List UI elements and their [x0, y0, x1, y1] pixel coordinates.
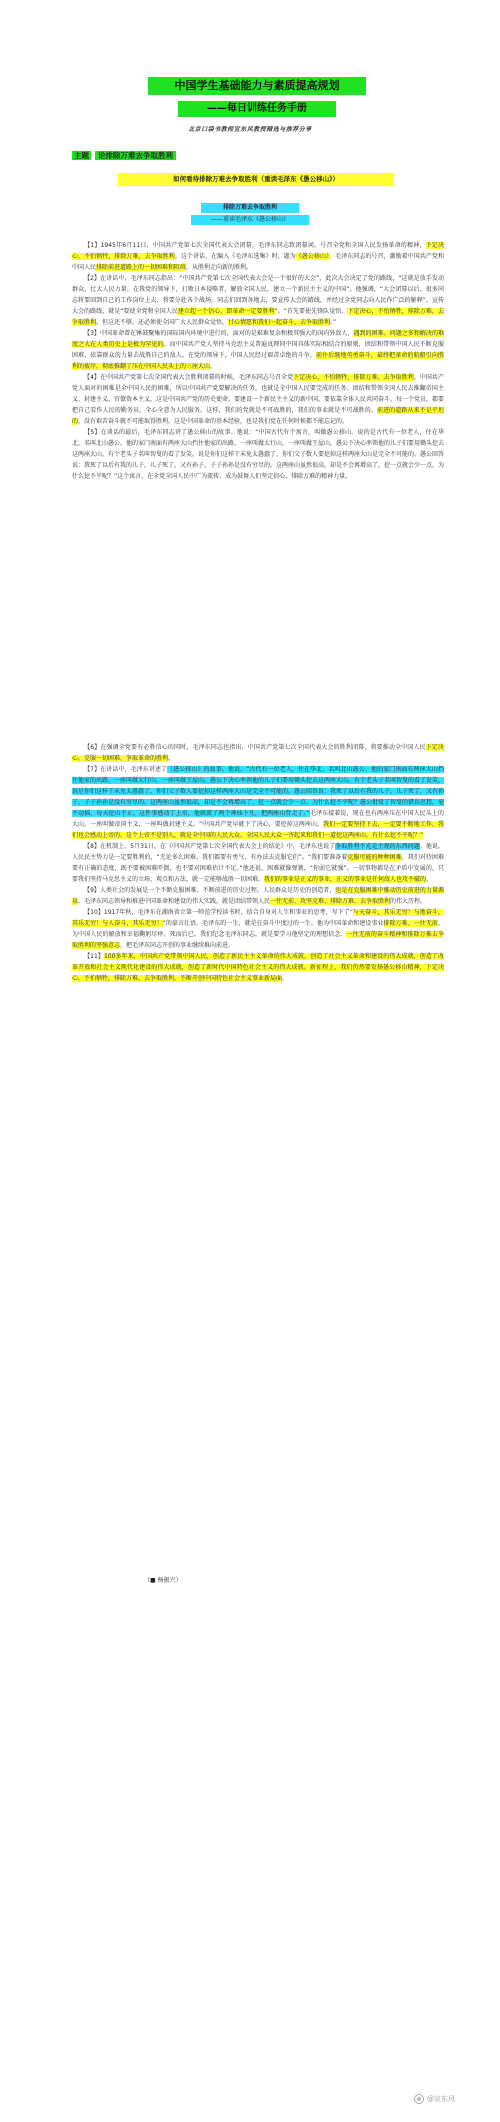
watermark-text: @宣东风 — [427, 2095, 455, 2103]
paragraph-8: 【8】在机制上，5月31日，在《中国共产党第七次全国代表大会上的结论》中，毛泽东也说了争取胜利不光是主观的东西问题。他说，人民民主势力是一定要胜利的，“无论多么困难，我们都要有勇气、有办法去克服它们”。“我们要准备着克服可能的种种困难，我们对待困难要有正确的态度，既不要被困难吓倒，也不要对困难估计不足。”他还说，困难就像弹簧，“你弱它就强”。一切事物都是在矛盾中发展的，只要我们坚持马克思主义的立场、观点和方法，就一定能够战胜一切困难。我们的事业是正义的事业，正义的事业是任何敌人也攻不破的。 — [72, 843, 444, 883]
paragraph-2: 【2】在讲话中，毛泽东同志指出：“中国共产党第七次全国代表大会是一个很好的大会”，此次大会决定了党的路线，“这就是放手发动群众，壮大人民力量，在我党的领导下，打败日本侵略者，解放全国人民，建立一个新民主主义的中国”。他强调，“大会闭幕以后，很多同志将要回到自己的工作岗位上去，将要分赴各个战场。同志们回到各地去，要宣传大会的路线，并经过全党同志向人民作广泛的解释”。宣传大会的路线，就是“要使全党和全国人民建立起一个信心，即革命一定要胜利”。“首先要使先锋队觉悟，下定决心，不怕牺牲，排除万难，去争取胜利。但这还不够，还必须使全国广大人民群众觉悟，甘心情愿和我们一起奋斗，去争取胜利。” — [72, 275, 444, 326]
paragraph-3: 【3】中国革命曾在锤鼓聚集的国际国内环境中进行的，面对的是艰难复杂和极其强大的国内外敌人，遇到的困难、问题之多和解决的难度之大在人类历史上是极为罕见的。而中国共产党人坚持马克思主义普遍真理同中国具体实际相结合的原则，团结和带领中国人民不断克服困难，依靠群众的力量去战胜自己的敌人。在党的领导下，中国人民经过艰苦卓绝的斗争，前仆后继地英勇奋斗，最终把革命的航船引向胜利的彼岸，彻底推翻了压在中国人民头上的三座大山。 — [72, 330, 444, 370]
weibo-logo-icon — [414, 2094, 424, 2104]
article-body-part1 — [72, 240, 444, 735]
document-subtitle: ——每日训练任务手册 — [178, 101, 336, 117]
paragraph-7: 【7】在讲话中，毛泽东讲述了《愚公移山》的故事。他说，“古代有一位老人，住在华北，名叫北山愚公。他的家门南面有两座大山挡住他家的出路，一座叫做太行山，一座叫做王屋山。愚公下决心率领他的儿子们要用锄头挖去这两座大山。有个老头子名叫智叟的看了发笑，说是你们这样干未免太愚蠢了，你们父子数人要挖掉这样两座大山是完全不可能的。愚公回答说：我死了以后有我的儿子，儿子死了，又有孙子，子子孙孙是没有穷尽的。这两座山虽然很高，却是不会再增高了，挖一点就会少一点，为什么挖不平呢？愚公批驳了智叟的错误思想，毫不动摇，每天挖山不止，这件事感动了上帝，他就派了两个神仙下凡，把两座山背走了。”毛泽东接着说，现在也有两座压在中国人民头上的大山，一座叫做帝国主义，一座叫做封建主义。“中国共产党早就下了决心，要挖掉这两座山。我们一定要坚持下去，一定要不断地工作，我们也会感动上帝的。这个上帝不是别人，就是全中国的人民大众。全国人民大众一齐起来和我们一道挖这两座山，有什么挖不平呢？” — [72, 766, 444, 839]
paragraph-4: 【4】在中国共产党第七次全国代表大会胜利闭幕的时候，毛泽东同志号召全党下定决心，不怕牺牲，排除万难，去争取胜利。中国共产党人面对的困难是全中国人民的困难，所以中国共产党要解决的任务，也就是全中国人民要完成的任务。团结和带领全国人民去推翻帝国主义、封建主义、官僚资本主义，这是中国共产党的历史使命。要建设一个新民主主义的新中国，要依靠全体人民共同奋斗。每一个党员，都要把自己看作人民的勤务员，全心全意为人民服务。这样，我们的党就是不可战胜的，我们的事业就是不可战胜的。前进的道路从来不是平坦的，没有艰苦奋斗就不可能取得胜利，这是中国革命的基本经验，也是我们党在任何时候都不能忘记的。 — [72, 374, 444, 425]
paragraph-11: 【11】100多年来，中国共产党带领中国人民，创造了新民主主义革命的伟大成就，创造了社会主义革命和建设的伟大成就，创造了改革开放和社会主义现代化建设的伟大成就，创造了新时代中国特色社会主义的伟大成就。新征程上，我们仍然要发扬愚公移山精神，下定决心，不怕牺牲，排除万难，去争取胜利，不断开创中国特色社会主义事业新局面。 — [72, 953, 444, 982]
topic-label: 主题 — [74, 151, 89, 160]
paragraph-6: 【6】在强调全党要有必胜信心的同时，毛泽东同志也指出，中国共产党第七次全国代表大会的胜利闭幕，将要推动全中国人民下定决心，克服一切困难，争取革命的胜利。 — [72, 744, 444, 762]
topic-line — [72, 150, 440, 162]
watermark — [414, 2094, 455, 2104]
article-title: 排除万难去争取胜利 — [201, 203, 299, 213]
article-subtitle: ——重读毛泽东《愚公移山》 — [191, 215, 309, 225]
document-title: 中国学生基础能力与素质提高规划 — [148, 77, 366, 95]
paragraph-5: 【5】在谈话的最后，毛泽东同志讲了愚公移山的故事。他说：“中国古代有个寓言，叫做愚公移山。说的是古代有一位老人，住在华北，名叫北山愚公。他的家门南面有两座大山挡住他家的出路，一座叫做太行山，一座叫做王屋山。愚公下决心率领他的儿子们要用锄头挖去这两座大山。有个老头子名叫智叟的看了发笑，说是你们这样干未免太愚蠢了，你们父子数人要挖掉这样两座大山是完全不可能的。愚公回答说：我死了以后有我的儿子，儿子死了，又有孙子，子子孙孙是没有穷尽的。这两座山虽然很高，却是不会再增高了，挖一点就会少一点，为什么挖不平呢？”这个寓言，在全党全国人民中广为流传，成为鼓舞人们坚定信心、排除万难的精神力量。 — [72, 429, 444, 480]
article-body-part2 — [72, 742, 444, 1572]
paragraph-1: 【1】1945年6月11日，中国共产党第七次全国代表大会闭幕，毛泽东同志致闭幕词。号召全党和全国人民发扬革命的精神，下定决心，不怕牺牲，排除万难，去争取胜利。这个讲话，在编入《毛泽东选集》时，题为《愚公移山》。毛泽东同志的号召，激励着中国共产党和中国人民排除前进道路上的一切困难和阻碍，从胜利走向新的胜利。 — [72, 242, 444, 271]
document-org-line: 北京口袋书教师宣东风教授精选与推荐分享 — [188, 126, 312, 133]
paragraph-10: 【10】1917年秋，毛泽东在湖南省立第一师范学校读书时，结合自身对人生和事业的思考，写下了“与天奋斗，其乐无穷！与地奋斗，其乐无穷！与人奋斗，其乐无穷！”的豪言壮语。毛泽东的一生，就是在奋斗中度过的一生。他为中国革命和建设事业排除万难、一往无前，为中国人民的解放和幸福鞠躬尽瘁、死而后已。我们纪念毛泽东同志，就是要学习他坚定的理想信念、一往无前的奋斗精神和排除万难去争取胜利的坚强意志，把毛泽东同志开创的事业继续推向前进。 — [72, 909, 444, 949]
question-banner: 如何看待排除万难去争取胜利（重读毛泽东《愚公移山》） — [118, 173, 394, 186]
topic-text: 论排除万难去争取胜利 — [95, 151, 176, 160]
end-mark: （■ 杨振兴） — [144, 1577, 182, 1584]
paragraph-9: 【9】人类社会的发展是一个不断克服困难、不断前进的历史过程。人民群众是历史的创造者，也是在克服困难中推动历史前进的力量源泉。毛泽东同志领导和推进中国革命和建设的伟大实践，就是团结带领人民一往无前、攻坚克难、排除万难、去争取胜利的伟大历程。 — [72, 887, 444, 905]
